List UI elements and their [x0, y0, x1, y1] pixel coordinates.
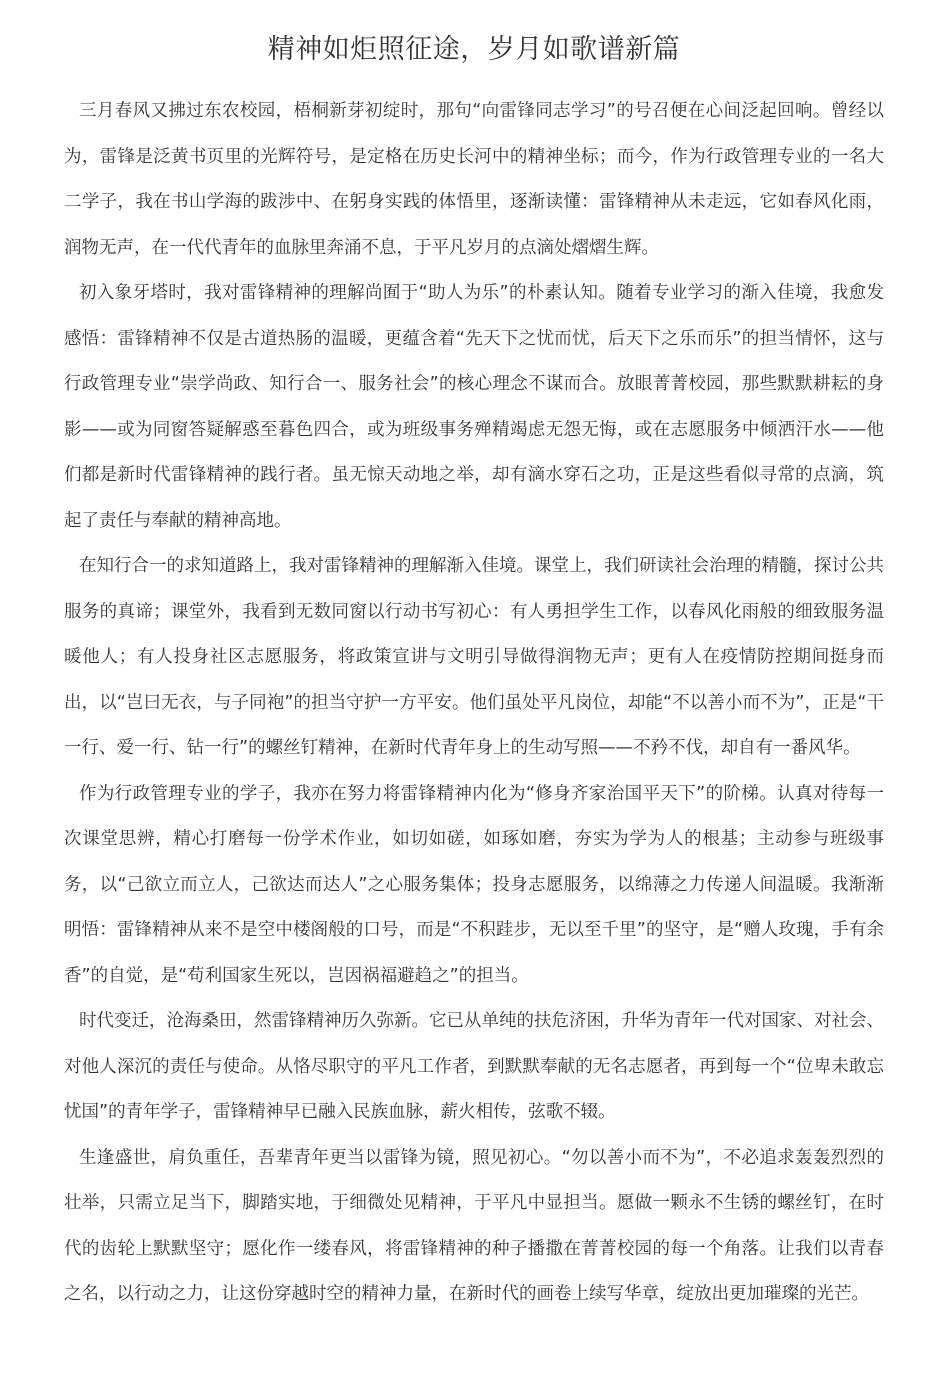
- essay-paragraph-2: 初入象牙塔时，我对雷锋精神的理解尚囿于“助人为乐”的朴素认知。随着专业学习的渐入佳境，我愈发感悟：雷锋精神不仅是古道热肠的温暖，更蕴含着“先天下之忧而忧，后天下之乐而乐”的担当情怀，这与行政管理专业“崇学尚政、知行合一、服务社会”的核心理念不谋而合。放眼菁菁校园，那些默默耕耘的身影——或为同窗答疑解惑至暮色四合，或为班级事务殚精竭虑无怨无悔，或在志愿服务中倾洒汗水——他们都是新时代雷锋精神的践行者。虽无惊天动地之举，却有滴水穿石之功，正是这些看似寻常的点滴，筑起了责任与奉献的精神高地。: [64, 283, 884, 531]
- essay-paragraph-4: 作为行政管理专业的学子，我亦在努力将雷锋精神内化为“修身齐家治国平天下”的阶梯。认真对待每一次课堂思辨，精心打磨每一份学术作业，如切如磋，如琢如磨，夯实为学为人的根基；主动参与班级事务，以“己欲立而立人，己欲达而达人”之心服务集体；投身志愿服务，以绵薄之力传递人间温暖。我渐渐明悟：雷锋精神从来不是空中楼阁般的口号，而是“不积跬步，无以至千里”的坚守，是“赠人玫瑰，手有余香”的自觉，是“苟利国家生死以，岂因祸福避趋之”的担当。: [64, 783, 884, 986]
- essay-paragraph-6: 生逢盛世，肩负重任，吾辈青年更当以雷锋为镜，照见初心。“勿以善小而不为”，不必追求轰轰烈烈的壮举，只需立足当下，脚踏实地，于细微处见精神，于平凡中显担当。愿做一颗永不生锈的螺丝钉，在时代的齿轮上默默坚守；愿化作一缕春风，将雷锋精神的种子播撒在菁菁校园的每一个角落。让我们以青春之名，以行动之力，让这份穿越时空的精神力量，在新时代的画卷上续写华章，绽放出更加璀璨的光芒。: [64, 1147, 884, 1305]
- document-body: [64, 89, 884, 1318]
- document-title: 精神如炬照征途，岁月如歌谱新篇: [267, 34, 681, 65]
- essay-paragraph-1: 三月春风又拂过东农校园，梧桐新芽初绽时，那句“向雷锋同志学习”的号召便在心间泛起回响。曾经以为，雷锋是泛黄书页里的光辉符号，是定格在历史长河中的精神坐标；而今，作为行政管理专业的一名大二学子，我在书山学海的跋涉中、在躬身实践的体悟里，逐渐读懂：雷锋精神从未走远，它如春风化雨，润物无声，在一代代青年的血脉里奔涌不息，于平凡岁月的点滴处熠熠生辉。: [64, 101, 884, 258]
- essay-paragraph-5: 时代变迁，沧海桑田，然雷锋精神历久弥新。它已从单纯的扶危济困，升华为青年一代对国家、对社会、对他人深沉的责任与使命。从恪尽职守的平凡工作者，到默默奉献的无名志愿者，再到每一个“位卑未敢忘忧国”的青年学子，雷锋精神早已融入民族血脉，薪火相传，弦歌不辍。: [64, 1011, 884, 1123]
- essay-paragraph-3: 在知行合一的求知道路上，我对雷锋精神的理解渐入佳境。课堂上，我们研读社会治理的精髓，探讨公共服务的真谛；课堂外，我看到无数同窗以行动书写初心：有人勇担学生工作，以春风化雨般的细致服务温暖他人；有人投身社区志愿服务，将政策宣讲与文明引导做得润物无声；更有人在疫情防控期间挺身而出，以“岂曰无衣，与子同袍”的担当守护一方平安。他们虽处平凡岗位，却能“不以善小而不为”，正是“干一行、爱一行、钻一行”的螺丝钉精神，在新时代青年身上的生动写照——不矜不伐，却自有一番风华。: [64, 556, 884, 759]
